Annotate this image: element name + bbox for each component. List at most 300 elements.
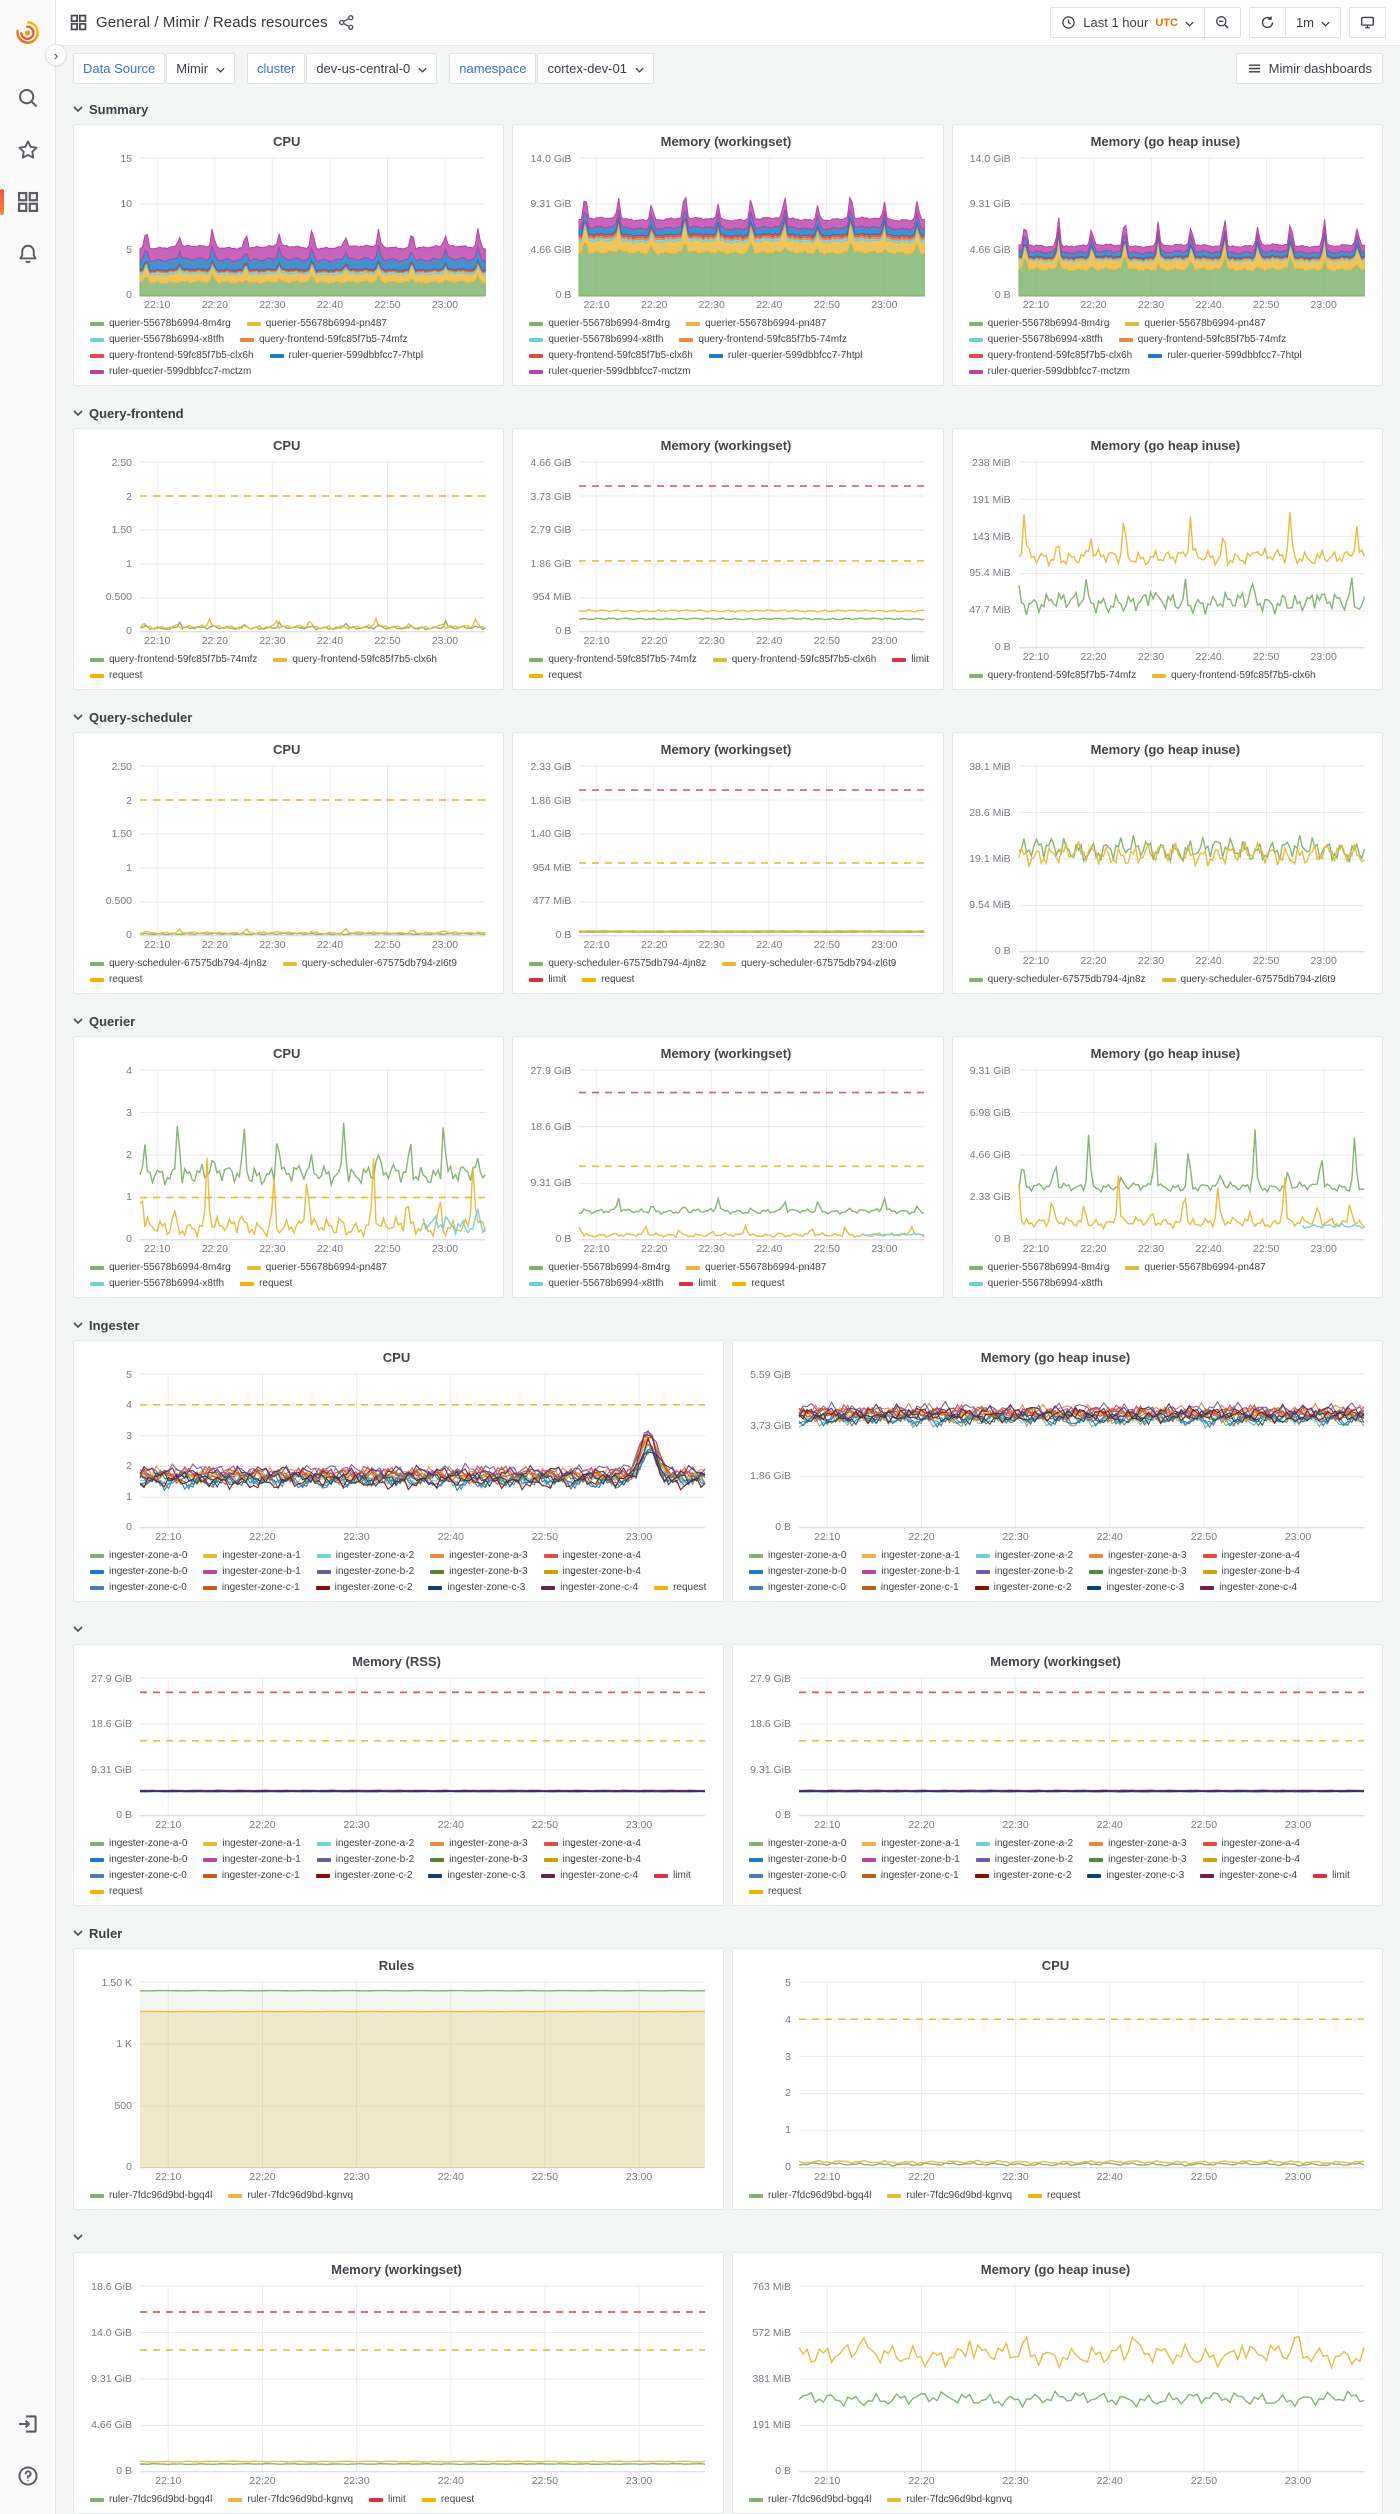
plot-area[interactable] <box>799 1982 1364 2183</box>
panel-title[interactable]: CPU <box>272 438 301 453</box>
x-axis-tick: 22:40 <box>756 299 783 311</box>
legend-item[interactable]: ruler-7fdc96d9bd-bgq4l <box>90 2493 212 2506</box>
legend-item[interactable]: ingester-zone-a-2 <box>317 1837 414 1850</box>
legend-item[interactable]: request <box>529 669 581 682</box>
starred-icon[interactable] <box>8 130 48 170</box>
x-axis <box>799 2475 1364 2489</box>
x-axis-tick: 22:10 <box>1022 955 1050 967</box>
legend-item[interactable]: limit <box>529 973 566 986</box>
grafana-logo[interactable] <box>8 12 48 52</box>
series-color-chip <box>1119 338 1133 342</box>
legend-item[interactable]: ingester-zone-b-3 <box>430 1565 527 1578</box>
plot-area[interactable] <box>799 1678 1364 1831</box>
clock-icon <box>1061 15 1076 30</box>
legend-item[interactable]: ingester-zone-c-4 <box>1200 1581 1297 1594</box>
plot-area[interactable] <box>799 2286 1364 2487</box>
x-axis-tick: 22:10 <box>814 2475 841 2487</box>
legend-item[interactable]: ingester-zone-c-2 <box>975 1581 1072 1594</box>
x-axis-tick: 22:50 <box>1190 2171 1218 2183</box>
legend-item[interactable]: request <box>90 973 142 986</box>
legend-item[interactable]: query-frontend-59fc85f7b5-74mfz <box>969 669 1136 682</box>
y-axis-tick: 1.50 <box>111 828 132 841</box>
legend-item[interactable]: ingester-zone-b-0 <box>749 1565 846 1578</box>
legend-item[interactable]: ingester-zone-a-4 <box>1203 1837 1300 1850</box>
row-header-row[interactable] <box>73 1618 1383 1640</box>
y-axis-tick: 5 <box>126 243 132 256</box>
chart-area <box>739 1368 1372 1548</box>
x-axis-tick: 22:40 <box>1195 651 1222 663</box>
x-axis <box>579 1243 924 1257</box>
legend-item[interactable]: ingester-zone-b-1 <box>862 1565 959 1578</box>
series-color-chip <box>317 1554 331 1558</box>
panel-rules <box>73 1948 724 2210</box>
legend-item[interactable]: querier-55678b6994-x8tfh <box>529 1277 663 1290</box>
plot-area[interactable] <box>140 1678 705 1831</box>
legend <box>519 1260 932 1291</box>
legend-item[interactable]: ruler-querier-599dbbfcc7-mctzm <box>90 365 251 378</box>
legend-item[interactable]: querier-55678b6994-pn487 <box>247 317 387 330</box>
panel-grid <box>73 2252 1383 2514</box>
chevron-down-icon <box>73 1928 83 1938</box>
series-color-chip <box>90 674 104 678</box>
legend-item[interactable]: querier-55678b6994-8m4rg <box>90 317 231 330</box>
legend-item[interactable]: ingester-zone-c-3 <box>1087 1869 1184 1882</box>
legend-item[interactable]: ruler-querier-599dbbfcc7-mctzm <box>529 365 690 378</box>
series-color-chip <box>228 2498 242 2502</box>
legend-item[interactable]: ingester-zone-a-1 <box>862 1837 959 1850</box>
legend-item[interactable]: request <box>1028 2189 1080 2202</box>
legend-item[interactable]: ingester-zone-c-0 <box>749 1581 846 1594</box>
panel-title[interactable]: CPU <box>272 742 301 757</box>
x-axis-tick: 22:50 <box>1190 2475 1218 2487</box>
legend-item[interactable]: ingester-zone-c-4 <box>541 1869 638 1882</box>
y-axis-tick: 27.9 GiB <box>91 1673 132 1685</box>
legend-item[interactable]: request <box>240 1277 292 1290</box>
panel-memory-go-heap-inuse <box>952 1036 1383 1298</box>
x-axis-tick: 22:30 <box>1002 1531 1029 1543</box>
legend-item[interactable]: query-frontend-59fc85f7b5-clx6h <box>529 349 693 362</box>
y-axis-tick: 1 <box>126 557 132 570</box>
x-axis-tick: 22:30 <box>1002 2475 1029 2487</box>
panel-title[interactable]: CPU <box>272 1046 301 1061</box>
legend-item[interactable]: ingester-zone-a-0 <box>90 1837 187 1850</box>
legend-item[interactable]: ingester-zone-b-1 <box>862 1853 959 1866</box>
plot-area[interactable] <box>140 1070 485 1255</box>
x-axis-tick: 22:10 <box>144 635 171 647</box>
legend-item[interactable]: ingester-zone-a-3 <box>1089 1837 1186 1850</box>
series-color-chip <box>203 1874 217 1878</box>
legend-item[interactable]: ingester-zone-c-2 <box>316 1869 413 1882</box>
row-header-row[interactable] <box>73 2226 1383 2248</box>
alerting-bell-icon[interactable] <box>8 234 48 274</box>
x-axis-tick: 22:30 <box>1137 299 1165 311</box>
plot-area[interactable] <box>1019 1070 1364 1255</box>
panel-title[interactable]: CPU <box>382 1350 411 1365</box>
legend-item[interactable]: ruler-querier-599dbbfcc7-mctzm <box>969 365 1130 378</box>
chart-canvas <box>140 1070 485 1240</box>
legend-item[interactable]: ingester-zone-b-2 <box>976 1565 1073 1578</box>
panel-title[interactable]: Memory (go heap inuse) <box>980 1350 1131 1365</box>
legend-item[interactable]: ingester-zone-b-4 <box>544 1565 641 1578</box>
legend-item[interactable]: ingester-zone-a-1 <box>862 1549 959 1562</box>
legend-item[interactable]: ingester-zone-c-2 <box>975 1869 1072 1882</box>
series-color-chip <box>90 978 104 982</box>
series-color-chip <box>1152 674 1166 678</box>
plot-area[interactable] <box>140 1982 705 2183</box>
legend-item[interactable]: ingester-zone-b-2 <box>317 1853 414 1866</box>
legend-item[interactable]: querier-55678b6994-pn487 <box>1125 1261 1265 1274</box>
panel-memory-go-heap-inuse <box>952 428 1383 690</box>
legend-item[interactable]: ingester-zone-b-2 <box>976 1853 1073 1866</box>
x-axis <box>799 1819 1364 1833</box>
y-axis-tick: 9.31 GiB <box>91 2373 132 2385</box>
legend-item[interactable]: ingester-zone-c-0 <box>90 1581 187 1594</box>
legend-item[interactable]: query-frontend-59fc85f7b5-74mfz <box>1119 333 1286 346</box>
legend-item[interactable]: limit <box>654 1869 691 1882</box>
legend-item[interactable]: query-frontend-59fc85f7b5-74mfz <box>679 333 846 346</box>
chart-area <box>519 760 932 956</box>
plot-area[interactable] <box>140 1374 705 1543</box>
legend-item[interactable]: ruler-querier-599dbbfcc7-7htpl <box>1148 349 1302 362</box>
y-axis <box>82 1065 140 1245</box>
series-color-chip <box>749 2498 763 2502</box>
legend-item[interactable]: ingester-zone-b-0 <box>90 1565 187 1578</box>
x-axis-tick: 22:20 <box>641 635 668 647</box>
legend-item[interactable]: querier-55678b6994-pn487 <box>686 317 826 330</box>
x-axis-tick: 22:10 <box>155 1531 182 1543</box>
legend-item[interactable]: ingester-zone-c-4 <box>541 1581 638 1594</box>
panel-memory-workingset <box>512 1036 943 1298</box>
chart-area <box>739 2280 1372 2492</box>
y-axis-tick: 9.31 GiB <box>969 198 1011 211</box>
panel-title[interactable]: CPU <box>272 134 301 149</box>
y-axis-tick: 1.50 K <box>101 1977 132 1989</box>
legend-item[interactable]: request <box>90 669 142 682</box>
legend-item[interactable]: ingester-zone-a-4 <box>544 1837 641 1850</box>
y-axis-tick: 0 B <box>555 1233 572 1245</box>
search-icon[interactable] <box>8 78 48 118</box>
legend-item[interactable]: ingester-zone-b-0 <box>749 1853 846 1866</box>
chart-canvas <box>1019 1070 1364 1240</box>
legend-item[interactable]: request <box>749 1885 801 1898</box>
variables-row <box>56 46 1400 90</box>
row-header-query-frontend[interactable] <box>73 402 1383 424</box>
x-axis <box>140 1531 705 1545</box>
legend-item[interactable]: ingester-zone-c-1 <box>862 1581 959 1594</box>
y-axis <box>521 761 579 941</box>
y-axis-tick: 3 <box>785 2050 791 2063</box>
x-axis-tick: 22:50 <box>1190 1819 1218 1831</box>
series-color-chip <box>529 674 543 678</box>
plot-area[interactable] <box>1019 766 1364 967</box>
legend-item[interactable]: ruler-7fdc96d9bd-kgnvq <box>228 2493 353 2506</box>
x-axis <box>579 635 924 649</box>
legend-item[interactable]: ingester-zone-b-3 <box>1089 1565 1186 1578</box>
legend-item[interactable]: ingester-zone-a-1 <box>203 1549 300 1562</box>
legend-item[interactable]: querier-55678b6994-x8tfh <box>90 333 224 346</box>
legend-item[interactable]: ingester-zone-a-0 <box>90 1549 187 1562</box>
help-icon[interactable] <box>8 2456 48 2496</box>
panel-title[interactable]: CPU <box>1041 1958 1070 1973</box>
plot-area[interactable] <box>579 462 924 647</box>
legend-item[interactable]: querier-55678b6994-x8tfh <box>969 333 1103 346</box>
x-axis-tick: 22:20 <box>201 299 228 311</box>
y-axis-tick: 15 <box>120 153 132 165</box>
legend-item[interactable]: limit <box>679 1277 716 1290</box>
time-range-picker[interactable] <box>1050 7 1205 38</box>
legend-item[interactable]: ingester-zone-c-1 <box>203 1869 300 1882</box>
legend-item[interactable]: ingester-zone-a-2 <box>317 1549 414 1562</box>
y-axis <box>741 2281 799 2477</box>
legend-item[interactable]: ruler-7fdc96d9bd-kgnvq <box>228 2189 353 2202</box>
legend-item[interactable]: ruler-7fdc96d9bd-kgnvq <box>887 2189 1012 2202</box>
series-color-chip <box>544 1570 558 1574</box>
plot-area[interactable] <box>1019 462 1364 663</box>
chart-area <box>80 2280 713 2492</box>
legend-item[interactable]: ingester-zone-a-4 <box>1203 1549 1300 1562</box>
x-axis-tick: 22:20 <box>908 2475 935 2487</box>
legend-item[interactable]: ingester-zone-c-3 <box>428 1869 525 1882</box>
legend-item[interactable]: querier-55678b6994-pn487 <box>686 1261 826 1274</box>
series-color-chip <box>273 658 287 662</box>
mimir-dashboards-button[interactable]: Mimir dashboards <box>1236 53 1383 84</box>
legend-item[interactable]: ingester-zone-b-1 <box>203 1853 300 1866</box>
legend-item[interactable]: ingester-zone-b-4 <box>544 1853 641 1866</box>
x-axis-tick: 22:10 <box>155 1819 182 1831</box>
series-color-chip <box>732 1282 746 1286</box>
legend-item[interactable]: ingester-zone-b-4 <box>1203 1565 1300 1578</box>
legend-item[interactable]: query-frontend-59fc85f7b5-clx6h <box>1152 669 1316 682</box>
y-axis-tick: 2.33 GiB <box>969 1191 1011 1203</box>
legend-item[interactable]: ingester-zone-a-1 <box>203 1837 300 1850</box>
series-color-chip <box>1125 322 1139 326</box>
legend-item[interactable]: ingester-zone-b-4 <box>1203 1853 1300 1866</box>
y-axis-tick: 2 <box>126 490 132 503</box>
y-axis-tick: 10 <box>120 198 132 211</box>
y-axis-tick: 477 MiB <box>532 895 572 908</box>
legend-item[interactable]: querier-55678b6994-8m4rg <box>529 1261 670 1274</box>
panel-title[interactable]: Memory (workingset) <box>990 1654 1121 1669</box>
legend-item[interactable]: request <box>582 973 634 986</box>
legend-item[interactable]: ingester-zone-c-0 <box>749 1869 846 1882</box>
legend-item[interactable]: request <box>90 1885 142 1898</box>
panel-title[interactable]: Rules <box>378 1958 415 1973</box>
legend-item[interactable]: ingester-zone-a-2 <box>976 1549 1073 1562</box>
legend-item[interactable]: ingester-zone-a-3 <box>430 1549 527 1562</box>
plot-area[interactable] <box>579 158 924 311</box>
legend-item[interactable]: limit <box>1313 1869 1350 1882</box>
dashboard-row-ingester <box>73 1314 1383 1602</box>
legend-item[interactable]: ingester-zone-b-1 <box>203 1565 300 1578</box>
panel-title[interactable]: Memory (go heap inuse) <box>1090 134 1241 149</box>
panel-memory-workingset <box>512 428 943 690</box>
legend-item[interactable]: ingester-zone-c-4 <box>1200 1869 1297 1882</box>
x-axis <box>579 939 924 953</box>
kiosk-mode-button[interactable] <box>1349 7 1386 38</box>
panel-title[interactable]: Memory (workingset) <box>660 438 792 453</box>
dashboards-icon[interactable] <box>8 182 48 222</box>
legend-item[interactable]: ingester-zone-c-1 <box>203 1581 300 1594</box>
legend-item[interactable]: ruler-querier-599dbbfcc7-7htpl <box>270 349 424 362</box>
x-axis-tick: 22:50 <box>1190 1531 1218 1543</box>
x-axis-tick: 23:00 <box>431 939 459 951</box>
series-color-chip <box>1089 1570 1103 1574</box>
series-color-chip <box>969 674 983 678</box>
series-color-chip <box>1148 354 1162 358</box>
legend <box>739 2188 1372 2203</box>
legend-item[interactable]: ruler-7fdc96d9bd-bgq4l <box>749 2493 871 2506</box>
plot-area[interactable] <box>140 766 485 951</box>
refresh-button[interactable] <box>1249 7 1286 38</box>
row-header-summary[interactable] <box>73 98 1383 120</box>
legend-item[interactable]: querier-55678b6994-8m4rg <box>90 1261 231 1274</box>
series-color-chip <box>976 1858 990 1862</box>
dashboard-row-summary <box>73 98 1383 386</box>
legend-item[interactable]: ingester-zone-c-0 <box>90 1869 187 1882</box>
plot-area[interactable] <box>140 2286 705 2487</box>
legend-item[interactable]: querier-55678b6994-8m4rg <box>529 317 670 330</box>
plot-area[interactable] <box>579 1070 924 1255</box>
legend-item[interactable]: query-frontend-59fc85f7b5-clx6h <box>90 349 254 362</box>
y-axis-tick: 1 <box>126 861 132 874</box>
plot-area[interactable] <box>1019 158 1364 311</box>
refresh-interval-picker[interactable] <box>1286 7 1341 38</box>
legend-item[interactable]: querier-55678b6994-pn487 <box>247 1261 387 1274</box>
legend-item[interactable]: ruler-7fdc96d9bd-bgq4l <box>90 2189 212 2202</box>
panel-title[interactable]: Memory (RSS) <box>352 1654 441 1669</box>
sidebar-expand-button[interactable]: › <box>45 44 67 66</box>
legend-item[interactable]: query-frontend-59fc85f7b5-74mfz <box>529 653 696 666</box>
series-color-chip <box>430 1570 444 1574</box>
series-color-chip <box>582 978 596 982</box>
panel-title[interactable]: Memory (go heap inuse) <box>1090 438 1241 453</box>
legend-item[interactable]: querier-55678b6994-8m4rg <box>969 1261 1110 1274</box>
series-color-chip <box>1313 1874 1327 1878</box>
legend-item[interactable]: ingester-zone-a-4 <box>544 1549 641 1562</box>
series-color-chip <box>1203 1554 1217 1558</box>
panel-title[interactable]: Memory (workingset) <box>660 1046 792 1061</box>
namespace-picker[interactable]: cortex-dev-01 <box>537 53 653 84</box>
legend-item[interactable]: ingester-zone-b-0 <box>90 1853 187 1866</box>
y-axis-tick: 27.9 GiB <box>530 1065 572 1077</box>
legend-item[interactable]: request <box>732 1277 784 1290</box>
legend-item[interactable]: query-scheduler-67575db794-zl6t9 <box>1162 973 1336 986</box>
series-color-chip <box>976 1554 990 1558</box>
x-axis-tick: 22:30 <box>259 635 286 647</box>
legend-item[interactable]: query-scheduler-67575db794-4jn8z <box>969 973 1146 986</box>
sign-in-icon[interactable] <box>8 2404 48 2444</box>
legend-item[interactable]: ruler-7fdc96d9bd-kgnvq <box>887 2493 1012 2506</box>
chart-canvas <box>140 158 485 296</box>
legend-item[interactable]: ingester-zone-a-3 <box>430 1837 527 1850</box>
plot-area[interactable] <box>140 462 485 647</box>
series-color-chip <box>422 2498 436 2502</box>
row-header-ingester[interactable] <box>73 1314 1383 1336</box>
plot-area[interactable] <box>579 766 924 951</box>
x-axis-tick: 22:30 <box>343 2475 370 2487</box>
legend-item[interactable]: ingester-zone-c-3 <box>1087 1581 1184 1594</box>
zoom-out-button[interactable] <box>1205 7 1241 38</box>
panel-title[interactable]: Memory (workingset) <box>660 742 792 757</box>
legend-item[interactable]: querier-55678b6994-x8tfh <box>529 333 663 346</box>
datasource-picker[interactable]: Mimir <box>166 53 235 84</box>
legend-item[interactable]: request <box>654 1581 706 1594</box>
panel-title[interactable]: Memory (workingset) <box>331 2262 462 2277</box>
panel-title[interactable]: Memory (go heap inuse) <box>1090 742 1241 757</box>
legend-item[interactable]: request <box>422 2493 474 2506</box>
legend-item[interactable]: ingester-zone-c-3 <box>428 1581 525 1594</box>
legend-item[interactable]: query-scheduler-67575db794-4jn8z <box>529 957 706 970</box>
x-axis-tick: 22:50 <box>374 635 401 647</box>
legend-item[interactable]: querier-55678b6994-x8tfh <box>90 1277 224 1290</box>
y-axis <box>961 1065 1019 1245</box>
share-icon[interactable] <box>338 14 355 31</box>
panel-title[interactable]: Memory (go heap inuse) <box>1090 1046 1241 1061</box>
legend-item[interactable]: querier-55678b6994-x8tfh <box>969 1277 1103 1290</box>
series-color-chip <box>428 1874 442 1878</box>
legend-item[interactable]: ingester-zone-b-2 <box>317 1565 414 1578</box>
top-navbar <box>56 0 1400 46</box>
legend-item[interactable]: query-frontend-59fc85f7b5-74mfz <box>240 333 407 346</box>
legend-item[interactable]: ingester-zone-a-3 <box>1089 1549 1186 1562</box>
legend-item[interactable]: query-scheduler-67575db794-zl6t9 <box>722 957 896 970</box>
row-header-ruler[interactable] <box>73 1922 1383 1944</box>
row-header-querier[interactable] <box>73 1010 1383 1032</box>
y-axis-tick: 27.9 GiB <box>750 1673 791 1685</box>
legend-item[interactable]: query-frontend-59fc85f7b5-clx6h <box>713 653 877 666</box>
plot-area[interactable] <box>799 1374 1364 1543</box>
legend-item[interactable]: ingester-zone-c-1 <box>862 1869 959 1882</box>
legend-item[interactable]: ruler-7fdc96d9bd-bgq4l <box>749 2189 871 2202</box>
x-axis-tick: 23:00 <box>625 2475 653 2487</box>
series-color-chip <box>722 962 736 966</box>
cluster-picker[interactable]: dev-us-central-0 <box>306 53 437 84</box>
legend-item[interactable]: querier-55678b6994-pn487 <box>1125 317 1265 330</box>
legend-item[interactable]: query-frontend-59fc85f7b5-clx6h <box>969 349 1133 362</box>
legend-item[interactable]: limit <box>369 2493 406 2506</box>
series-color-chip <box>90 1842 104 1846</box>
series-color-chip <box>969 338 983 342</box>
plot-area[interactable] <box>140 158 485 311</box>
legend-item[interactable]: ingester-zone-c-2 <box>316 1581 413 1594</box>
x-axis <box>140 299 485 313</box>
series-color-chip <box>862 1570 876 1574</box>
y-axis-tick: 1.86 GiB <box>530 794 572 807</box>
legend-item[interactable]: ingester-zone-b-3 <box>1089 1853 1186 1866</box>
legend-item[interactable]: query-scheduler-67575db794-zl6t9 <box>283 957 457 970</box>
legend-item[interactable]: limit <box>892 653 929 666</box>
row-header-query-scheduler[interactable] <box>73 706 1383 728</box>
legend-item[interactable]: ruler-querier-599dbbfcc7-7htpl <box>709 349 863 362</box>
chart-area <box>739 1976 1372 2188</box>
legend-item[interactable]: ingester-zone-a-0 <box>749 1549 846 1562</box>
legend-item[interactable]: query-frontend-59fc85f7b5-74mfz <box>90 653 257 666</box>
legend-item[interactable]: querier-55678b6994-8m4rg <box>969 317 1110 330</box>
legend-item[interactable]: query-frontend-59fc85f7b5-clx6h <box>273 653 437 666</box>
panel-title[interactable]: Memory (workingset) <box>660 134 792 149</box>
legend-item[interactable]: ingester-zone-a-0 <box>749 1837 846 1850</box>
legend-item[interactable]: query-scheduler-67575db794-4jn8z <box>90 957 267 970</box>
legend <box>739 2492 1372 2507</box>
legend-item[interactable]: ingester-zone-a-2 <box>976 1837 1073 1850</box>
breadcrumb[interactable]: General / Mimir / Reads resources <box>96 14 328 31</box>
legend-item[interactable]: ingester-zone-b-3 <box>430 1853 527 1866</box>
y-axis-tick: 143 MiB <box>972 530 1011 543</box>
panel-title[interactable]: Memory (go heap inuse) <box>980 2262 1131 2277</box>
y-axis <box>961 153 1019 301</box>
timezone-label: UTC <box>1155 16 1178 29</box>
series-color-chip <box>1089 1554 1103 1558</box>
